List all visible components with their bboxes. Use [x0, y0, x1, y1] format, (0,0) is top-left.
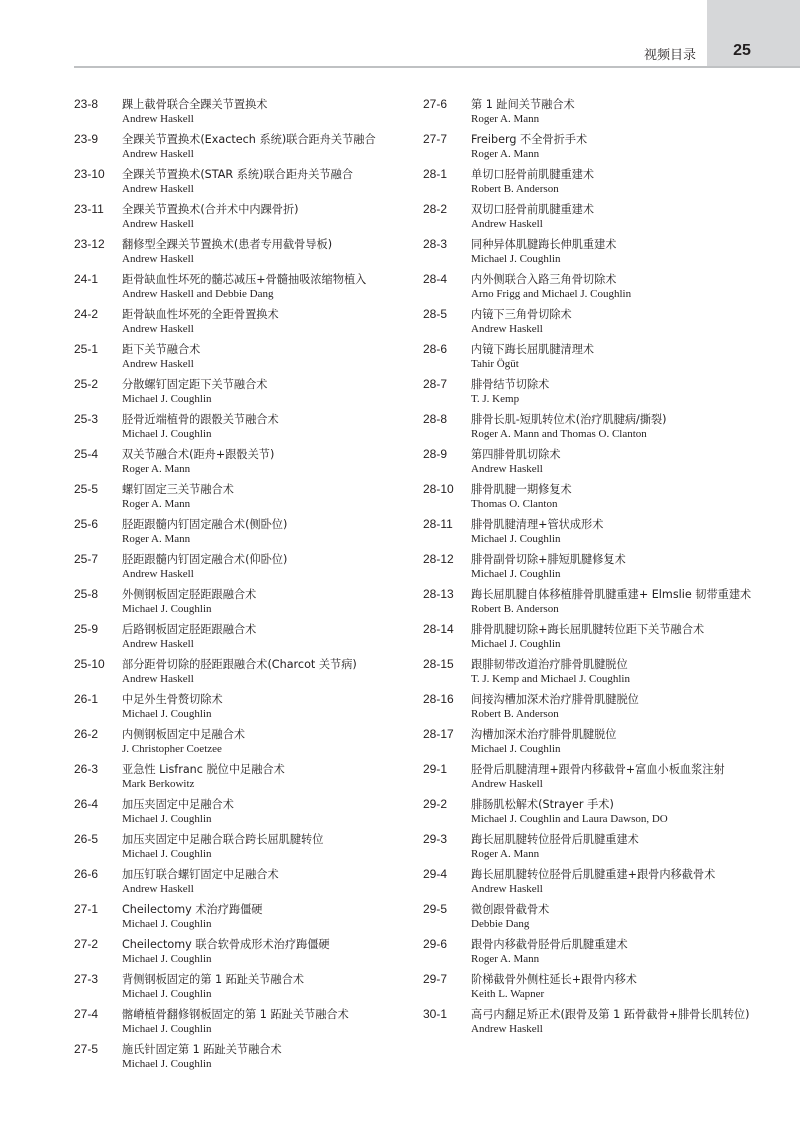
toc-entry — [423, 96, 753, 125]
video-title: 第 1 趾间关节融合术 — [471, 98, 575, 111]
video-title: 后路钢板固定胫距跟融合术 — [122, 623, 257, 636]
toc-entry — [423, 621, 753, 650]
video-author: Michael J. Coughlin — [122, 603, 212, 615]
video-title: 全踝关节置换术(合并术中内踝骨折) — [122, 203, 299, 216]
video-number: 28-8 — [423, 412, 448, 426]
video-number: 28-12 — [423, 552, 454, 566]
video-title: 全踝关节置换术(STAR 系统)联合距舟关节融合 — [122, 168, 353, 181]
toc-entry — [423, 236, 753, 265]
toc-entry — [423, 551, 753, 580]
video-author: Michael J. Coughlin — [471, 533, 561, 545]
video-author: Andrew Haskell — [122, 218, 194, 230]
video-author: Tahir Ögüt — [471, 358, 519, 370]
video-author: Michael J. Coughlin — [122, 708, 212, 720]
video-title: 腓肠肌松解术(Strayer 手术) — [471, 798, 614, 811]
toc-entry — [74, 656, 404, 685]
toc-left-column — [74, 96, 404, 1076]
toc-right-column — [423, 96, 753, 1041]
video-title: 髂嵴植骨翻修钢板固定的第 1 跖趾关节融合术 — [122, 1008, 349, 1021]
video-author: Andrew Haskell — [471, 218, 543, 230]
toc-entry — [423, 516, 753, 545]
video-number: 25-3 — [74, 412, 99, 426]
video-author: Robert B. Anderson — [471, 708, 559, 720]
video-number: 26-3 — [74, 762, 99, 776]
video-author: Roger A. Mann — [471, 953, 540, 965]
toc-entry — [74, 236, 404, 265]
toc-entry — [423, 271, 753, 300]
video-number: 27-4 — [74, 1007, 99, 1021]
video-title: 翻修型全踝关节置换术(患者专用截骨导板) — [122, 238, 333, 251]
video-author: Mark Berkowitz — [122, 778, 195, 790]
video-author: Michael J. Coughlin — [122, 393, 212, 405]
video-author: Keith L. Wapner — [471, 988, 545, 1000]
video-title: 分散螺钉固定距下关节融合术 — [122, 378, 268, 391]
video-title: 踇长屈肌腱转位胫骨后肌腱重建术 — [471, 833, 639, 846]
toc-entry — [74, 901, 404, 930]
toc-entry — [74, 866, 404, 895]
video-author: Roger A. Mann — [122, 533, 191, 545]
toc-entry — [74, 446, 404, 475]
page-number: 25 — [733, 42, 751, 59]
video-title: 加压夹固定中足融合联合跨长屈肌腱转位 — [122, 833, 324, 846]
toc-entry — [423, 131, 753, 160]
video-title: Cheilectomy 联合软骨成形术治疗踇僵硬 — [122, 938, 330, 951]
video-author: Andrew Haskell — [122, 883, 194, 895]
video-title: 腓骨结节切除术 — [471, 378, 550, 391]
video-author: T. J. Kemp — [471, 393, 520, 405]
video-author: Michael J. Coughlin — [471, 568, 561, 580]
video-title: 同种异体肌腱踇长伸肌重建术 — [471, 238, 617, 251]
video-title: 腓骨副骨切除+腓短肌腱修复术 — [471, 553, 626, 566]
video-number: 28-16 — [423, 692, 454, 706]
video-number: 29-3 — [423, 832, 448, 846]
video-title: 踇长屈肌腱转位胫骨后肌腱重建+跟骨内移截骨术 — [471, 868, 716, 881]
toc-entry — [423, 446, 753, 475]
video-number: 28-15 — [423, 657, 454, 671]
toc-entry — [423, 936, 753, 965]
video-number: 26-6 — [74, 867, 99, 881]
toc-entry — [423, 691, 753, 720]
toc-entry — [423, 1006, 753, 1035]
video-number: 27-5 — [74, 1042, 99, 1056]
toc-entry — [423, 726, 753, 755]
video-number: 28-10 — [423, 482, 454, 496]
toc-entry — [74, 166, 404, 195]
toc-entry — [74, 376, 404, 405]
toc-entry — [74, 411, 404, 440]
video-title: 部分距骨切除的胫距跟融合术(Charcot 关节病) — [122, 658, 357, 671]
video-author: J. Christopher Coetzee — [122, 743, 222, 755]
video-title: 螺钉固定三关节融合术 — [122, 483, 234, 496]
video-author: Roger A. Mann — [122, 463, 191, 475]
video-number: 27-1 — [74, 902, 99, 916]
video-title: 施氏针固定第 1 跖趾关节融合术 — [122, 1043, 282, 1056]
video-number: 23-11 — [74, 202, 104, 216]
toc-entry — [74, 1006, 404, 1035]
video-author: Michael J. Coughlin — [471, 638, 561, 650]
toc-entry — [74, 831, 404, 860]
video-number: 29-2 — [423, 797, 448, 811]
toc-entry — [423, 376, 753, 405]
toc-entry — [74, 936, 404, 965]
video-number: 29-7 — [423, 972, 448, 986]
toc-entry — [423, 761, 753, 790]
video-author: Andrew Haskell — [471, 1023, 543, 1035]
video-author: Andrew Haskell — [122, 358, 194, 370]
video-author: Andrew Haskell — [122, 568, 194, 580]
video-author: Roger A. Mann — [122, 498, 191, 510]
video-author: Andrew Haskell and Debbie Dang — [122, 288, 274, 300]
toc-entry — [74, 96, 404, 125]
video-number: 29-5 — [423, 902, 448, 916]
toc-entry — [423, 586, 753, 615]
toc-entry — [74, 971, 404, 1000]
video-title: 胫骨后肌腱清理+跟骨内移截骨+富血小板血浆注射 — [471, 763, 725, 776]
toc-entry — [74, 796, 404, 825]
video-number: 25-4 — [74, 447, 99, 461]
video-title: 阶梯截骨外侧柱延长+跟骨内移术 — [471, 973, 637, 986]
toc-entry — [74, 201, 404, 230]
video-title: 踇长屈肌腱自体移植腓骨肌腱重建+ Elmslie 韧带重建术 — [471, 588, 752, 601]
video-number: 25-5 — [74, 482, 99, 496]
video-title: 沟槽加深术治疗腓骨肌腱脱位 — [471, 728, 617, 741]
toc-entry — [423, 166, 753, 195]
video-author: Michael J. Coughlin — [122, 428, 212, 440]
video-title: 加压钉联合螺钉固定中足融合术 — [122, 868, 279, 881]
video-author: Andrew Haskell — [471, 323, 543, 335]
video-number: 30-1 — [423, 1007, 448, 1021]
video-author: Michael J. Coughlin — [122, 918, 212, 930]
video-number: 26-5 — [74, 832, 99, 846]
toc-entry — [423, 901, 753, 930]
video-title: 跟腓韧带改道治疗腓骨肌腱脱位 — [471, 658, 628, 671]
video-title: 距骨缺血性坏死的髓芯减压+骨髓抽吸浓缩物植入 — [122, 273, 367, 286]
toc-entry — [74, 551, 404, 580]
video-title: 胫距跟髓内钉固定融合术(侧卧位) — [122, 518, 288, 531]
video-title: 跟骨内移截骨胫骨后肌腱重建术 — [471, 938, 628, 951]
video-title: 胫骨近端植骨的跟骰关节融合术 — [122, 413, 279, 426]
toc-entry — [74, 306, 404, 335]
video-number: 25-1 — [74, 342, 99, 356]
video-title: 双切口胫骨前肌腱重建术 — [471, 203, 595, 216]
video-number: 28-14 — [423, 622, 454, 636]
video-author: Michael J. Coughlin — [122, 1058, 212, 1070]
video-number: 28-9 — [423, 447, 448, 461]
video-number: 27-3 — [74, 972, 99, 986]
video-author: Michael J. Coughlin — [122, 988, 212, 1000]
toc-entry — [423, 411, 753, 440]
video-title: 加压夹固定中足融合术 — [122, 798, 234, 811]
video-author: Andrew Haskell — [471, 463, 543, 475]
video-title: 腓骨肌腱一期修复术 — [471, 483, 572, 496]
video-number: 25-8 — [74, 587, 99, 601]
video-number: 23-12 — [74, 237, 105, 251]
video-number: 29-1 — [423, 762, 448, 776]
video-author: Robert B. Anderson — [471, 603, 559, 615]
video-author: Andrew Haskell — [122, 113, 194, 125]
video-number: 23-8 — [74, 97, 99, 111]
video-number: 23-10 — [74, 167, 105, 181]
video-title: 亚急性 Lisfranc 脱位中足融合术 — [122, 763, 285, 776]
video-title: 腓骨肌腱切除+踇长屈肌腱转位距下关节融合术 — [471, 623, 705, 636]
video-title: 外侧钢板固定胫距跟融合术 — [122, 588, 257, 601]
toc-entry — [423, 306, 753, 335]
video-author: Roger A. Mann — [471, 148, 540, 160]
video-author: Michael J. Coughlin — [471, 253, 561, 265]
video-author: Andrew Haskell — [122, 148, 194, 160]
video-number: 28-1 — [423, 167, 448, 181]
video-author: Arno Frigg and Michael J. Coughlin — [471, 288, 632, 300]
video-author: Roger A. Mann and Thomas O. Clanton — [471, 428, 647, 440]
video-number: 27-2 — [74, 937, 99, 951]
toc-entry — [74, 1041, 404, 1070]
toc-entry — [423, 341, 753, 370]
video-title: 背侧钢板固定的第 1 跖趾关节融合术 — [122, 973, 305, 986]
video-number: 25-6 — [74, 517, 99, 531]
video-author: Andrew Haskell — [122, 253, 194, 265]
video-title: 距骨缺血性坏死的全距骨置换术 — [122, 308, 279, 321]
video-author: Andrew Haskell — [122, 638, 194, 650]
video-number: 28-6 — [423, 342, 448, 356]
video-author: Roger A. Mann — [471, 113, 540, 125]
video-title: 腓骨肌腱清理+管状成形术 — [471, 518, 604, 531]
video-author: Michael J. Coughlin — [122, 1023, 212, 1035]
video-title: 腓骨长肌-短肌转位术(治疗肌腱病/撕裂) — [471, 413, 667, 426]
video-author: Andrew Haskell — [122, 183, 194, 195]
video-author: Thomas O. Clanton — [471, 498, 558, 510]
video-number: 28-13 — [423, 587, 454, 601]
video-author: Michael J. Coughlin and Laura Dawson, DO — [471, 813, 668, 825]
video-title: 内侧钢板固定中足融合术 — [122, 728, 246, 741]
video-number: 25-7 — [74, 552, 99, 566]
video-author: Andrew Haskell — [122, 323, 194, 335]
video-author: Andrew Haskell — [471, 883, 543, 895]
toc-entry — [74, 341, 404, 370]
video-title: 内镜下三角骨切除术 — [471, 308, 572, 321]
toc-entry — [74, 271, 404, 300]
toc-entry — [423, 866, 753, 895]
video-author: Roger A. Mann — [471, 848, 540, 860]
video-title: 间接沟槽加深术治疗腓骨肌腱脱位 — [471, 693, 639, 706]
toc-entry — [74, 621, 404, 650]
video-number: 29-4 — [423, 867, 448, 881]
video-title: 胫距跟髓内钉固定融合术(仰卧位) — [122, 553, 288, 566]
toc-entry — [423, 796, 753, 825]
video-title: 双关节融合术(距舟+跟骰关节) — [122, 448, 275, 461]
video-author: T. J. Kemp and Michael J. Coughlin — [471, 673, 630, 685]
video-author: Debbie Dang — [471, 918, 530, 930]
video-number: 28-5 — [423, 307, 448, 321]
video-number: 27-7 — [423, 132, 448, 146]
header-rule — [74, 66, 800, 68]
toc-entry — [74, 516, 404, 545]
video-number: 25-10 — [74, 657, 105, 671]
video-title: 单切口胫骨前肌腱重建术 — [471, 168, 595, 181]
video-number: 26-4 — [74, 797, 99, 811]
toc-entry — [423, 971, 753, 1000]
video-number: 26-1 — [74, 692, 99, 706]
toc-entry — [423, 201, 753, 230]
running-header-title: 视频目录 — [643, 48, 696, 63]
video-number: 27-6 — [423, 97, 448, 111]
toc-entry — [74, 131, 404, 160]
video-author: Andrew Haskell — [471, 778, 543, 790]
video-title: 内镜下踇长屈肌腱清理术 — [471, 343, 595, 356]
video-number: 28-4 — [423, 272, 448, 286]
video-number: 29-6 — [423, 937, 448, 951]
video-number: 28-17 — [423, 727, 454, 741]
video-number: 26-2 — [74, 727, 99, 741]
video-title: 微创跟骨截骨术 — [471, 903, 550, 916]
toc-entry — [423, 481, 753, 510]
toc-entry — [423, 656, 753, 685]
video-title: Cheilectomy 术治疗踇僵硬 — [122, 903, 263, 916]
video-author: Michael J. Coughlin — [122, 813, 212, 825]
toc-entry — [74, 761, 404, 790]
toc-entry — [74, 726, 404, 755]
video-author: Michael J. Coughlin — [471, 743, 561, 755]
video-title: 内外侧联合入路三角骨切除术 — [471, 273, 617, 286]
video-number: 24-2 — [74, 307, 99, 321]
video-title: 距下关节融合术 — [122, 343, 201, 356]
video-title: Freiberg 不全骨折手术 — [471, 133, 588, 146]
video-title: 踝上截骨联合全踝关节置换术 — [122, 98, 268, 111]
toc-entry — [74, 481, 404, 510]
video-title: 第四腓骨肌切除术 — [471, 448, 561, 461]
video-number: 28-7 — [423, 377, 448, 391]
video-number: 25-2 — [74, 377, 99, 391]
toc-entry — [74, 691, 404, 720]
video-number: 28-3 — [423, 237, 448, 251]
video-title: 全踝关节置换术(Exactech 系统)联合距舟关节融合 — [122, 133, 376, 146]
video-author: Michael J. Coughlin — [122, 848, 212, 860]
video-author: Robert B. Anderson — [471, 183, 559, 195]
video-number: 24-1 — [74, 272, 99, 286]
video-title: 中足外生骨赘切除术 — [122, 693, 223, 706]
video-number: 23-9 — [74, 132, 99, 146]
video-title: 高弓内翻足矫正术(跟骨及第 1 跖骨截骨+腓骨长肌转位) — [471, 1008, 750, 1021]
video-number: 28-2 — [423, 202, 448, 216]
video-author: Andrew Haskell — [122, 673, 194, 685]
video-author: Michael J. Coughlin — [122, 953, 212, 965]
toc-entry — [74, 586, 404, 615]
video-number: 28-11 — [423, 517, 453, 531]
toc-entry — [423, 831, 753, 860]
video-number: 25-9 — [74, 622, 99, 636]
